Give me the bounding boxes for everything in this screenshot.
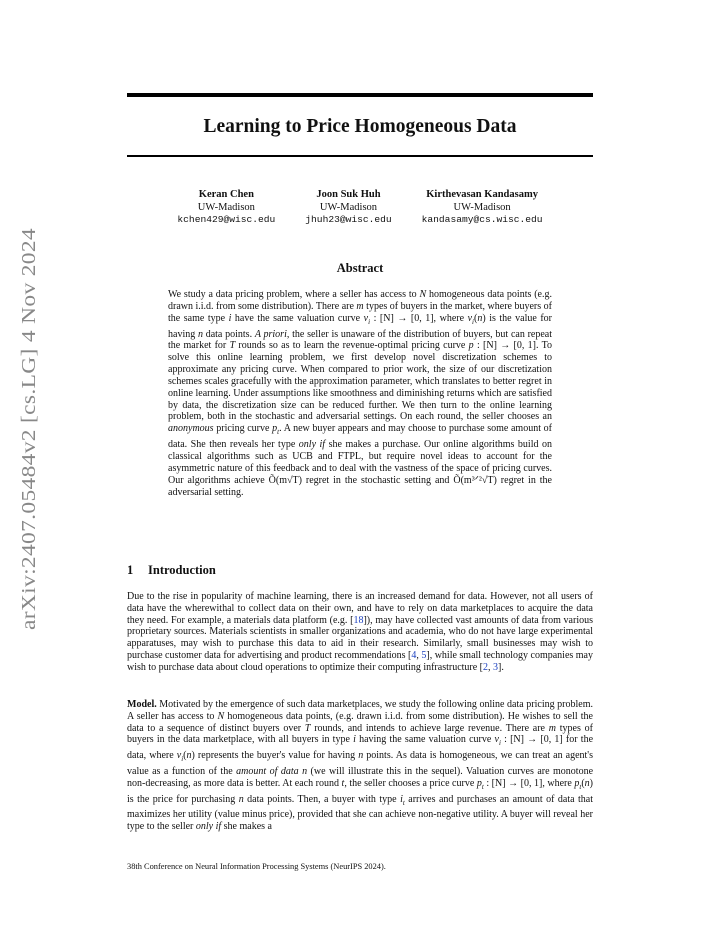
author-1: [177, 189, 275, 227]
text-run: : [N] → [0, 1]. To solve this online learning problem, we first develop novel discretization schemes to approximate any pricing curve. When compared to prior work, the size of our discretization schemes scales gracefully with the approximation parameter, which translates to better regret in online learning. Under assumptions like smoothness and diminishing returns which are satisfied by data, the discretization size can be reduced further. We then turn to the online learning problem, both in the stochastic and adversarial settings. On each round, the seller chooses an: [168, 340, 553, 423]
text-run: data points. Then, a buyer with type: [243, 793, 401, 805]
text-run: . A new buyer appears and may choose to purchase some amount of data. She then reveals her type: [168, 423, 552, 451]
math-subscript: t: [277, 428, 280, 437]
italic-text: T: [304, 722, 311, 734]
title-rule-top: [127, 93, 593, 97]
math-subscript: i: [368, 317, 371, 326]
author-email[interactable]: kchen429@wisc.edu: [177, 214, 276, 225]
text-run: : [N] → [0, 1], where: [370, 312, 468, 324]
text-run: : [N] → [0, 1] for the data, where: [127, 734, 594, 762]
italic-text: N: [419, 289, 427, 300]
section-title: Introduction: [148, 563, 216, 577]
text-run: she makes a purchase. Our online algorithms build on classical algorithms such as UCB and FTPL, but require novel ideas to account for the asymmetric nature of this feedback and to deal with the vastness of the space of pricing curves. Our algorithms achieve Õ(m√T) regret in the stochastic setting and Õ(m³ᐟ²√T) regret in the adversarial setting.: [168, 439, 552, 498]
text-run: arrives and purchases an amount of data that maximizes her utility (value minus price), provided that she can achieve non-negative utility. A buyer will reveal her type to the seller: [127, 793, 593, 833]
math-subscript: t: [481, 782, 484, 791]
intro-paragraph-1: [127, 591, 593, 674]
arxiv-stamp: [5, 220, 43, 640]
italic-text: n: [477, 312, 483, 324]
paragraph-text: [127, 699, 593, 833]
text-run: ].: [498, 661, 504, 673]
text-run: (: [473, 312, 478, 324]
text-run: (: [581, 777, 585, 789]
paragraph-run-in: Model.: [127, 699, 157, 710]
author-2: [305, 189, 391, 227]
italic-text: n: [584, 777, 590, 789]
text-run: points. As data is homogeneous, we can treat an agent's value as a function of the: [127, 750, 593, 777]
italic-text: p: [272, 423, 278, 435]
citation-link[interactable]: 5: [421, 649, 427, 661]
math-subscript: t: [579, 782, 582, 791]
text-run: rounds so as to learn the revenue-optimal pricing curve: [235, 340, 469, 352]
italic-text: i: [400, 793, 403, 805]
text-run: rounds, and intends to achieve large revenue. There are: [310, 722, 549, 734]
italic-text: v: [176, 750, 182, 762]
italic-text: v: [363, 312, 369, 324]
italic-text: anonymous: [168, 423, 214, 435]
text-run: , the seller chooses a price curve: [344, 777, 477, 789]
conference-footnote: 38th Conference on Neural Information Processing Systems (NeurIPS 2024).: [127, 862, 386, 871]
italic-text: A priori: [254, 328, 287, 340]
text-run: homogeneous data points, (e.g. drawn i.i.d. from some distribution). He wishes to sell the data to a sequence of distinct buyers over: [127, 710, 593, 734]
text-run: (: [183, 750, 187, 762]
italic-text: amount of data n: [236, 765, 308, 777]
section-number: 1: [127, 563, 134, 577]
abstract-text: [168, 289, 552, 498]
author-name: Joon Suk Huh: [316, 189, 381, 200]
paper-title: Learning to Price Homogeneous Data: [203, 116, 517, 137]
text-run: Due to the rise in popularity of machine learning, there is an increased demand for data. However, not all users of data have the wherewithal to collect data on their own, and have to rely on data marketplaces to acquire the data they need. For example, a materials data platform (e.g. [: [127, 591, 593, 626]
author-name: Kirthevasan Kandasamy: [426, 189, 538, 200]
author-email[interactable]: kandasamy@cs.wisc.edu: [421, 214, 543, 225]
text-run: she makes a: [221, 821, 272, 833]
arxiv-stamp-text: arXiv:2407.05484v2 [cs.LG] 4 Nov 2024: [18, 278, 40, 630]
citation-link[interactable]: 4: [411, 649, 417, 661]
italic-text: v: [467, 312, 473, 324]
text-run: : [N] → [0, 1], where: [483, 777, 575, 789]
text-run: have the same valuation curve: [231, 312, 364, 324]
author-affiliation: UW-Madison: [197, 201, 255, 213]
text-run: , the seller is unaware of the distribution of buyers, but can repeat the market for: [168, 328, 552, 352]
italic-text: p: [476, 777, 482, 789]
text-run: We study a data pricing problem, where a seller has access to: [168, 289, 420, 300]
italic-text: p: [574, 777, 580, 789]
author-affiliation: UW-Madison: [453, 201, 511, 213]
text-run: types of buyers in the market, where buyers of the same type: [168, 300, 552, 324]
text-run: pricing curve: [213, 423, 273, 435]
text-run: ) represents the buyer's value for having: [191, 750, 359, 762]
paragraph-text: [127, 591, 593, 674]
text-run: ,: [416, 649, 422, 661]
author-email[interactable]: jhuh23@wisc.edu: [305, 214, 392, 225]
italic-text: v: [494, 734, 499, 746]
text-run: types of buyers in the data marketplace, with all buyers in type: [127, 722, 593, 746]
text-run: Motivated by the emergence of such data marketplaces, we study the following online data pricing problem. A seller has access to: [127, 699, 593, 722]
intro-paragraph-2: [127, 699, 593, 833]
math-subscript: i: [498, 739, 501, 748]
text-run: data points.: [202, 328, 255, 340]
citation-link[interactable]: 3: [493, 661, 499, 673]
italic-text: only if: [298, 439, 326, 451]
italic-text: n: [238, 793, 244, 805]
text-run: (we will illustrate this in the sequel). Valuation curves are monotone non-decreasing, as more data is better. At each round: [127, 765, 594, 789]
text-run: homogeneous data points (e.g. drawn i.i.d. from some distribution). There are: [168, 289, 552, 312]
section-heading: [127, 563, 216, 578]
italic-text: only if: [195, 821, 222, 833]
text-run: ) is the value for having: [168, 312, 553, 340]
abstract-heading: Abstract: [336, 261, 384, 275]
italic-text: n: [358, 750, 364, 762]
italic-text: m: [356, 300, 364, 312]
author-name: Keran Chen: [198, 189, 254, 200]
author-affiliation: UW-Madison: [319, 201, 378, 213]
text-run: ]), may have collected vast amounts of data from various proprietary sources. Materials scientists in smaller organizations and academia, who do not have large experimental apparatuses, may wish to purchase this data to aid in their research. Similarly, small businesses may wish to purchase customer data for advertising and product recommendations [: [127, 614, 593, 661]
abstract-body: [168, 289, 552, 498]
italic-text: m: [548, 722, 557, 734]
italic-text: i: [228, 312, 232, 324]
italic-text: T: [229, 340, 236, 352]
italic-text: t: [341, 777, 345, 789]
citation-link[interactable]: 2: [483, 661, 489, 673]
italic-text: N: [217, 710, 225, 722]
text-run: ,: [488, 661, 494, 673]
math-subscript: i: [181, 755, 184, 764]
italic-text: n: [197, 328, 203, 340]
title-rule-bottom: [127, 155, 593, 157]
math-subscript: t: [402, 798, 405, 807]
math-subscript: i: [472, 317, 474, 326]
italic-text: i: [353, 734, 356, 746]
italic-text: p: [468, 340, 474, 352]
text-run: having the same valuation curve: [355, 734, 495, 746]
text-run: ], while small technology companies may wish to purchase data about cloud operations to optimize their computing infrastructure [: [127, 649, 593, 673]
italic-text: n: [186, 750, 192, 762]
author-block: [127, 189, 593, 227]
text-run: ) is the price for purchasing: [127, 777, 594, 805]
author-3: [422, 189, 543, 227]
citation-link[interactable]: 18: [353, 614, 364, 626]
